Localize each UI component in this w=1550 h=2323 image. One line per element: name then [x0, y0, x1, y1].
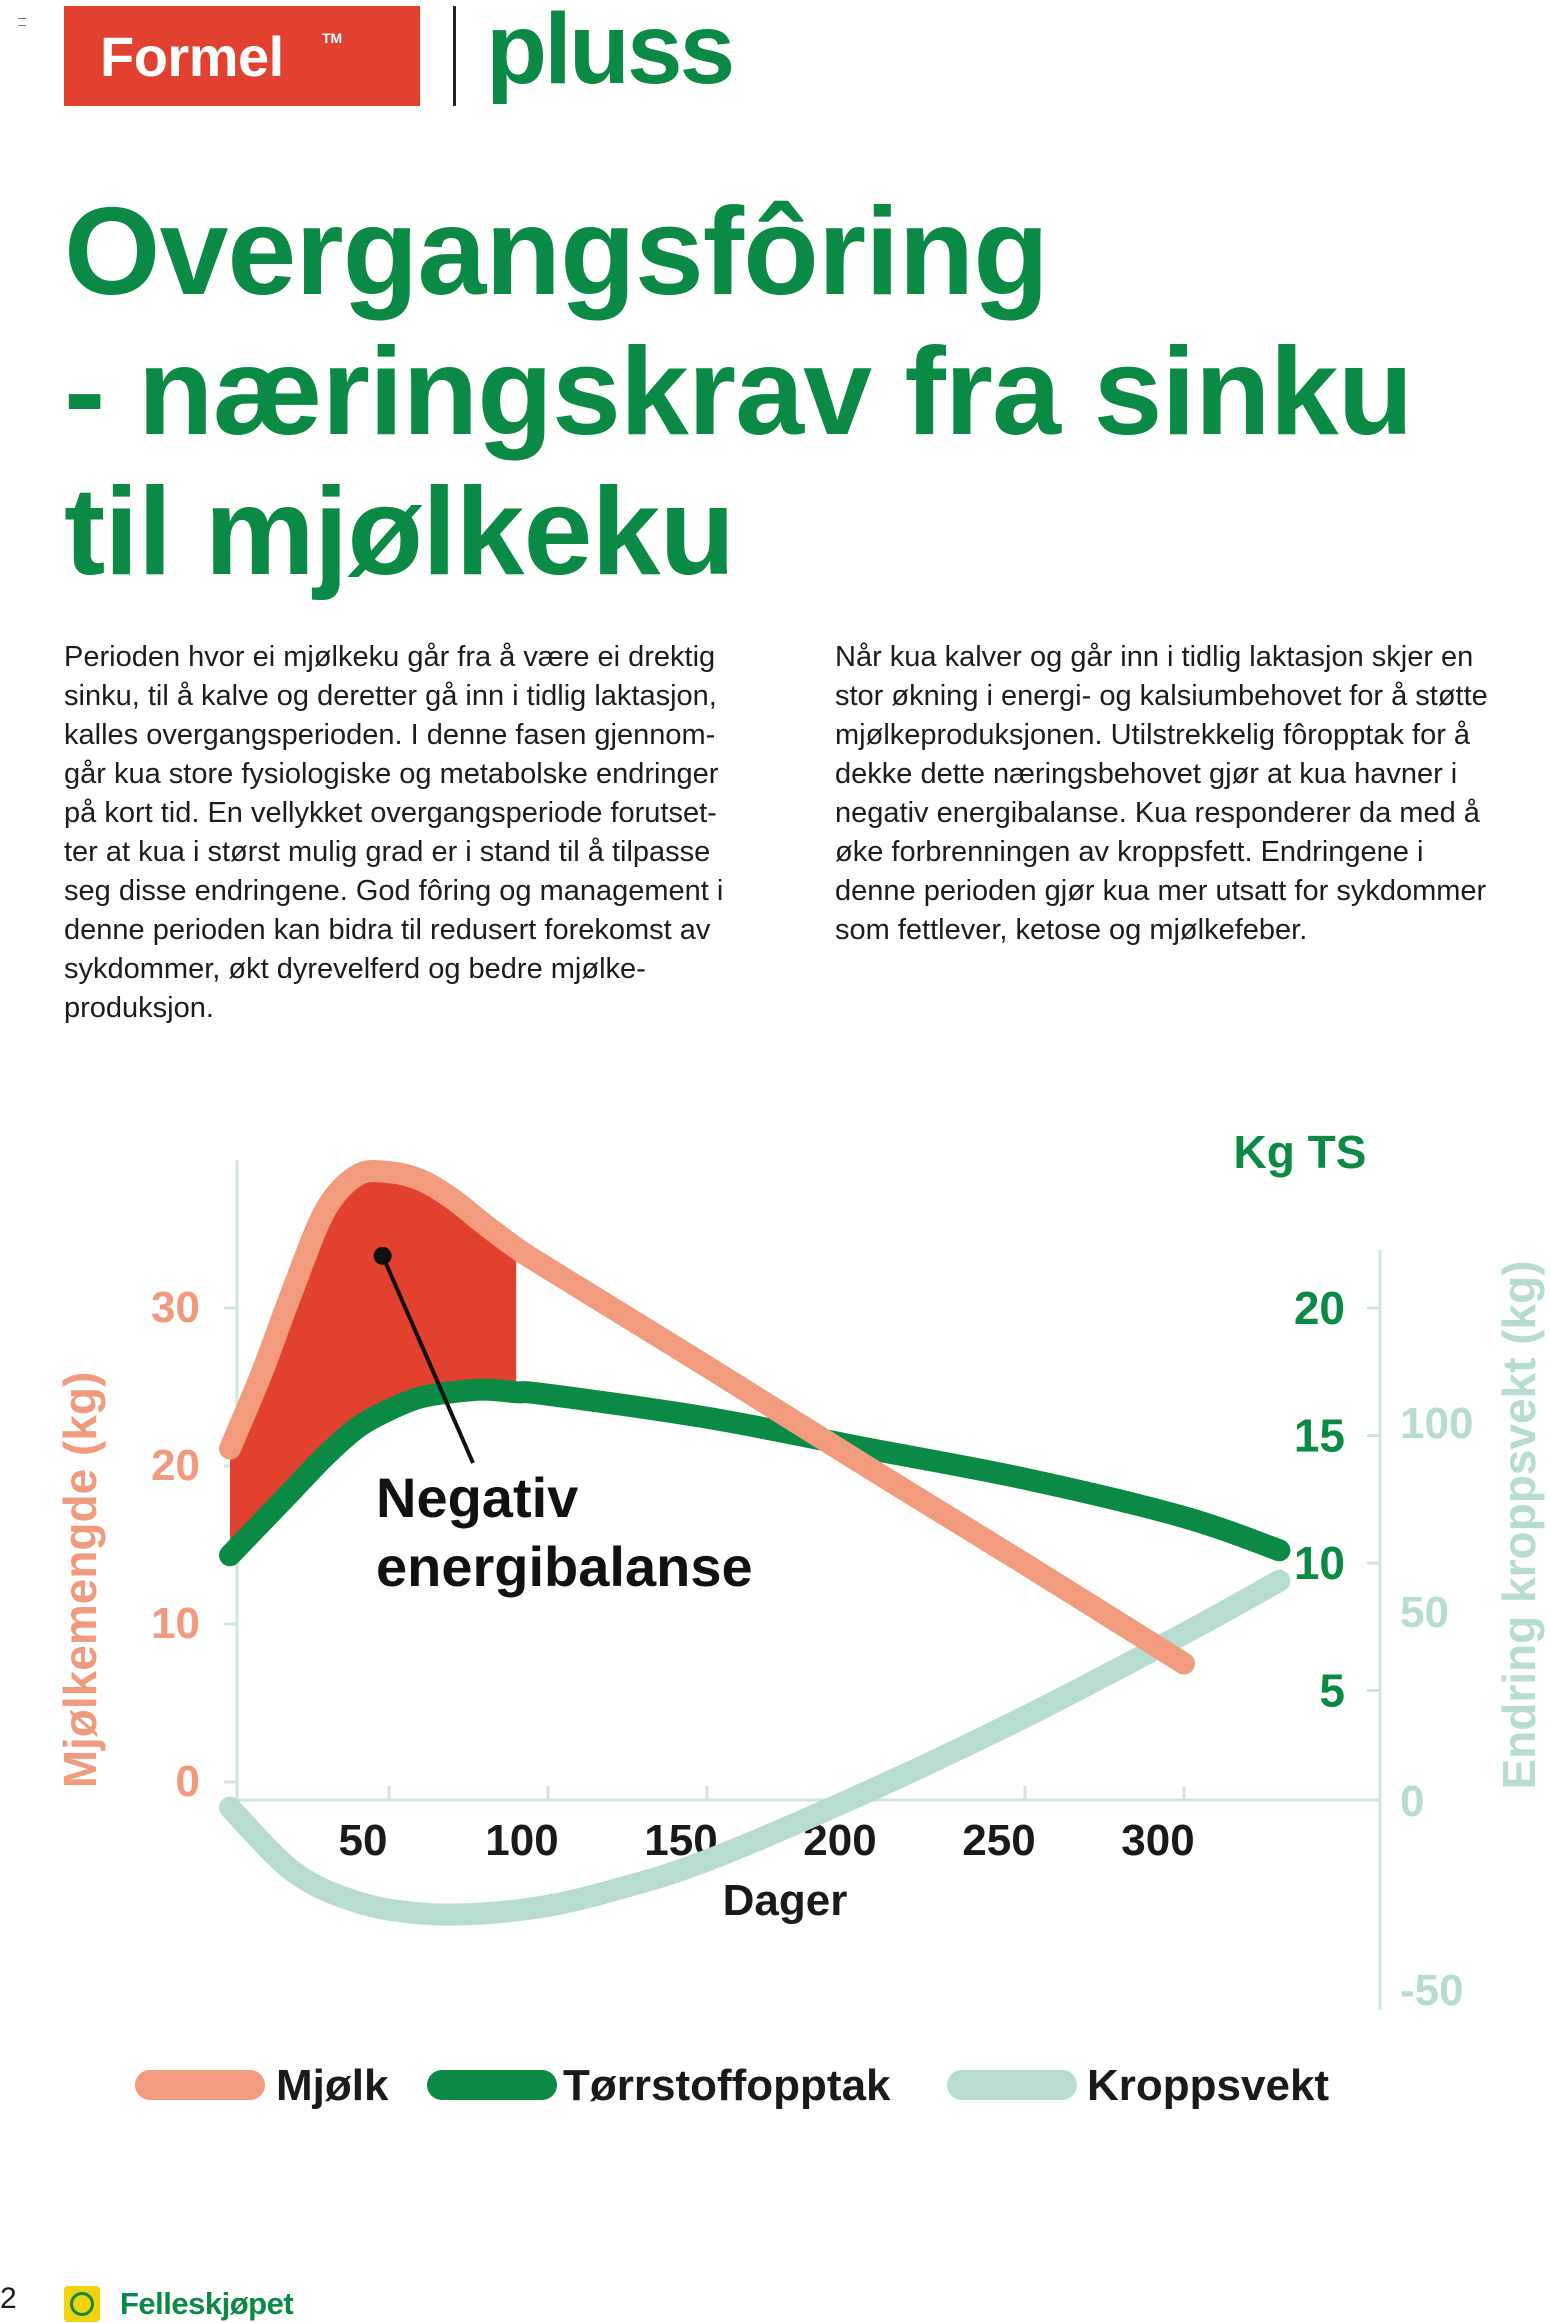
body-line: på kort tid. En vellykket overgangsperiode forutset-	[64, 797, 717, 829]
title-line: til mjølkeku	[64, 463, 735, 601]
pluss-logo-text: pluss	[486, 0, 733, 105]
menu-icon	[18, 18, 26, 26]
legend-label: Kroppsvekt	[1087, 2061, 1330, 2110]
body-line: kalles overgangsperioden. I denne fasen gjennom-	[64, 719, 716, 751]
ts-axis-tick-label: 20	[1293, 1282, 1345, 1334]
ts-axis-tick-label: 15	[1293, 1409, 1345, 1462]
page-number: 2	[0, 2282, 17, 2315]
left-axis-tick-label: 10	[151, 1599, 200, 1648]
body-line: øke forbrenningen av kroppsfett. Endringene i	[835, 836, 1424, 868]
body-line: som fettlever, ketose og mjølkefeber.	[835, 914, 1308, 946]
body-line: stor økning i energi- og kalsiumbehovet for å støtte	[835, 680, 1488, 712]
body-line: Perioden hvor ei mjølkeku går fra å være ei drektig	[64, 641, 716, 673]
x-axis-label: Dager	[722, 1876, 848, 1925]
bw-axis-tick-label: 100	[1400, 1399, 1474, 1448]
bw-axis-tick-label: 0	[1400, 1777, 1425, 1826]
body-line: seg disse endringene. God fôring og management i	[64, 875, 724, 907]
x-axis-tick-label: 200	[803, 1816, 877, 1865]
logo-divider	[453, 6, 456, 106]
left-axis-label: Mjølkemengde (kg)	[54, 1371, 106, 1789]
body-line: sinku, til å kalve og deretter gå inn i tidlig laktasjon,	[64, 680, 717, 712]
x-axis-tick-label: 300	[1121, 1816, 1195, 1865]
body-text-left	[64, 638, 784, 1028]
left-axis-tick-label: 30	[151, 1283, 200, 1332]
ts-axis-tick-label: 5	[1319, 1664, 1345, 1717]
transition-period-chart	[0, 1100, 1550, 2180]
x-axis-tick-label: 100	[485, 1816, 559, 1865]
ts-axis-tick-label: 10	[1293, 1537, 1345, 1589]
annotation-text-line1: Negativ	[376, 1466, 579, 1529]
annotation-dot	[374, 1247, 392, 1265]
left-axis-tick-label: 0	[175, 1757, 200, 1806]
formel-logo	[64, 6, 420, 106]
felleskjopet-logo-icon	[64, 2286, 100, 2322]
body-line: ter at kua i størst mulig grad er i stand til å tilpasse	[64, 836, 711, 868]
legend-label: Tørrstoffopptak	[563, 2061, 891, 2110]
x-axis-tick-label: 150	[644, 1816, 718, 1865]
body-line: sykdommer, økt dyrevelferd og bedre mjølke-	[64, 953, 646, 985]
legend-label: Mjølk	[276, 2061, 389, 2110]
body-line: produksjon.	[64, 992, 214, 1024]
body-line: denne perioden gjør kua mer utsatt for sykdommer	[835, 875, 1487, 907]
page-title	[64, 182, 1524, 602]
trademark-mark: TM	[322, 30, 343, 46]
formel-logo-text: Formel	[100, 25, 284, 88]
felleskjopet-brand: Felleskjøpet	[120, 2286, 294, 2321]
body-line: denne perioden kan bidra til redusert forekomst av	[64, 914, 711, 946]
body-line: mjølkeproduksjonen. Utilstrekkelig fôropptak for å	[835, 719, 1471, 751]
body-line: Når kua kalver og går inn i tidlig laktasjon skjer en	[835, 641, 1474, 673]
body-line: dekke dette næringsbehovet gjør at kua havner i	[835, 758, 1458, 790]
x-axis-tick-label: 50	[338, 1816, 388, 1865]
body-line: negativ energibalanse. Kua responderer da med å	[835, 797, 1480, 829]
body-line: går kua store fysiologiske og metabolske endringer	[64, 758, 719, 790]
bw-axis-tick-label: 50	[1400, 1588, 1449, 1637]
body-text-right	[835, 638, 1550, 950]
ts-axis-label: Kg TS	[1233, 1126, 1367, 1178]
title-line: - næringskrav fra sinku	[64, 323, 1413, 461]
title-line: Overgangsfôring	[64, 183, 1049, 321]
left-axis-tick-label: 20	[151, 1441, 200, 1490]
bw-axis-tick-label: -50	[1400, 1966, 1464, 2015]
x-axis-tick-label: 250	[962, 1816, 1036, 1865]
bw-axis-label: Endring kroppsvekt (kg)	[1493, 1260, 1545, 1790]
annotation-text-line2: energibalanse	[376, 1535, 753, 1598]
